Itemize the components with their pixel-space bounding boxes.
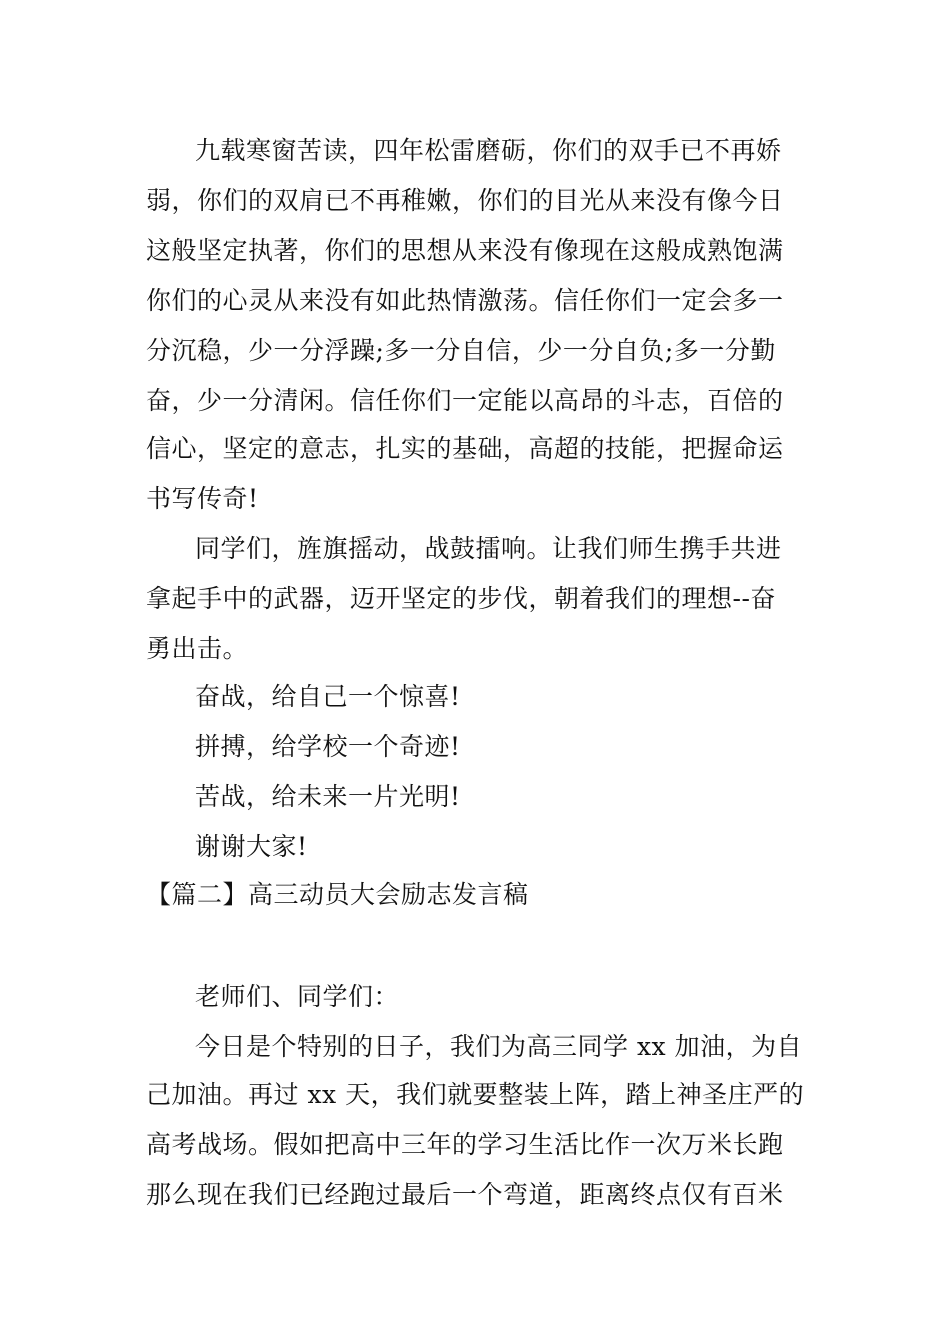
paragraph-line: 弱，你们的双肩已不再稚嫩，你们的目光从来没有像今日	[146, 186, 784, 215]
paragraph-line: 高考战场。假如把高中三年的学习生活比作一次万米长跑	[146, 1130, 784, 1159]
paragraph-line: 拿起手中的武器，迈开坚定的步伐，朝着我们的理想--奋	[146, 584, 776, 613]
paragraph-line: 今日是个特别的日子，我们为高三同学 xx 加油，为自	[195, 1032, 803, 1061]
closing-thanks: 谢谢大家!	[195, 832, 308, 861]
paragraph-line: 九载寒窗苦读，四年松雷磨砺，你们的双手已不再娇	[195, 136, 782, 165]
paragraph-line: 你们的心灵从来没有如此热情激荡。信任你们一定会多一	[146, 286, 784, 315]
paragraph-line: 书写传奇!	[146, 484, 259, 513]
slogan-line: 苦战，给未来一片光明!	[195, 782, 461, 811]
paragraph-line: 勇出击。	[146, 634, 249, 663]
paragraph-line: 那么现在我们已经跑过最后一个弯道，距离终点仅有百米	[146, 1180, 784, 1209]
paragraph-line: 这般坚定执著，你们的思想从来没有像现在这般成熟饱满	[146, 236, 784, 265]
section-heading: 【篇二】高三动员大会励志发言稿	[146, 880, 529, 909]
paragraph-line: 同学们，旌旗摇动，战鼓擂响。让我们师生携手共进	[195, 534, 782, 563]
slogan-line: 拼搏，给学校一个奇迹!	[195, 732, 461, 761]
paragraph-line: 己加油。再过 xx 天，我们就要整装上阵，踏上神圣庄严的	[146, 1080, 805, 1109]
paragraph-line: 奋，少一分清闲。信任你们一定能以高昂的斗志，百倍的	[146, 386, 784, 415]
salutation: 老师们、同学们：	[195, 982, 400, 1011]
paragraph-line: 分沉稳，少一分浮躁;多一分自信，少一分自负;多一分勤	[146, 336, 776, 365]
paragraph-line: 信心，坚定的意志，扎实的基础，高超的技能，把握命运	[146, 434, 784, 463]
slogan-line: 奋战，给自己一个惊喜!	[195, 682, 461, 711]
